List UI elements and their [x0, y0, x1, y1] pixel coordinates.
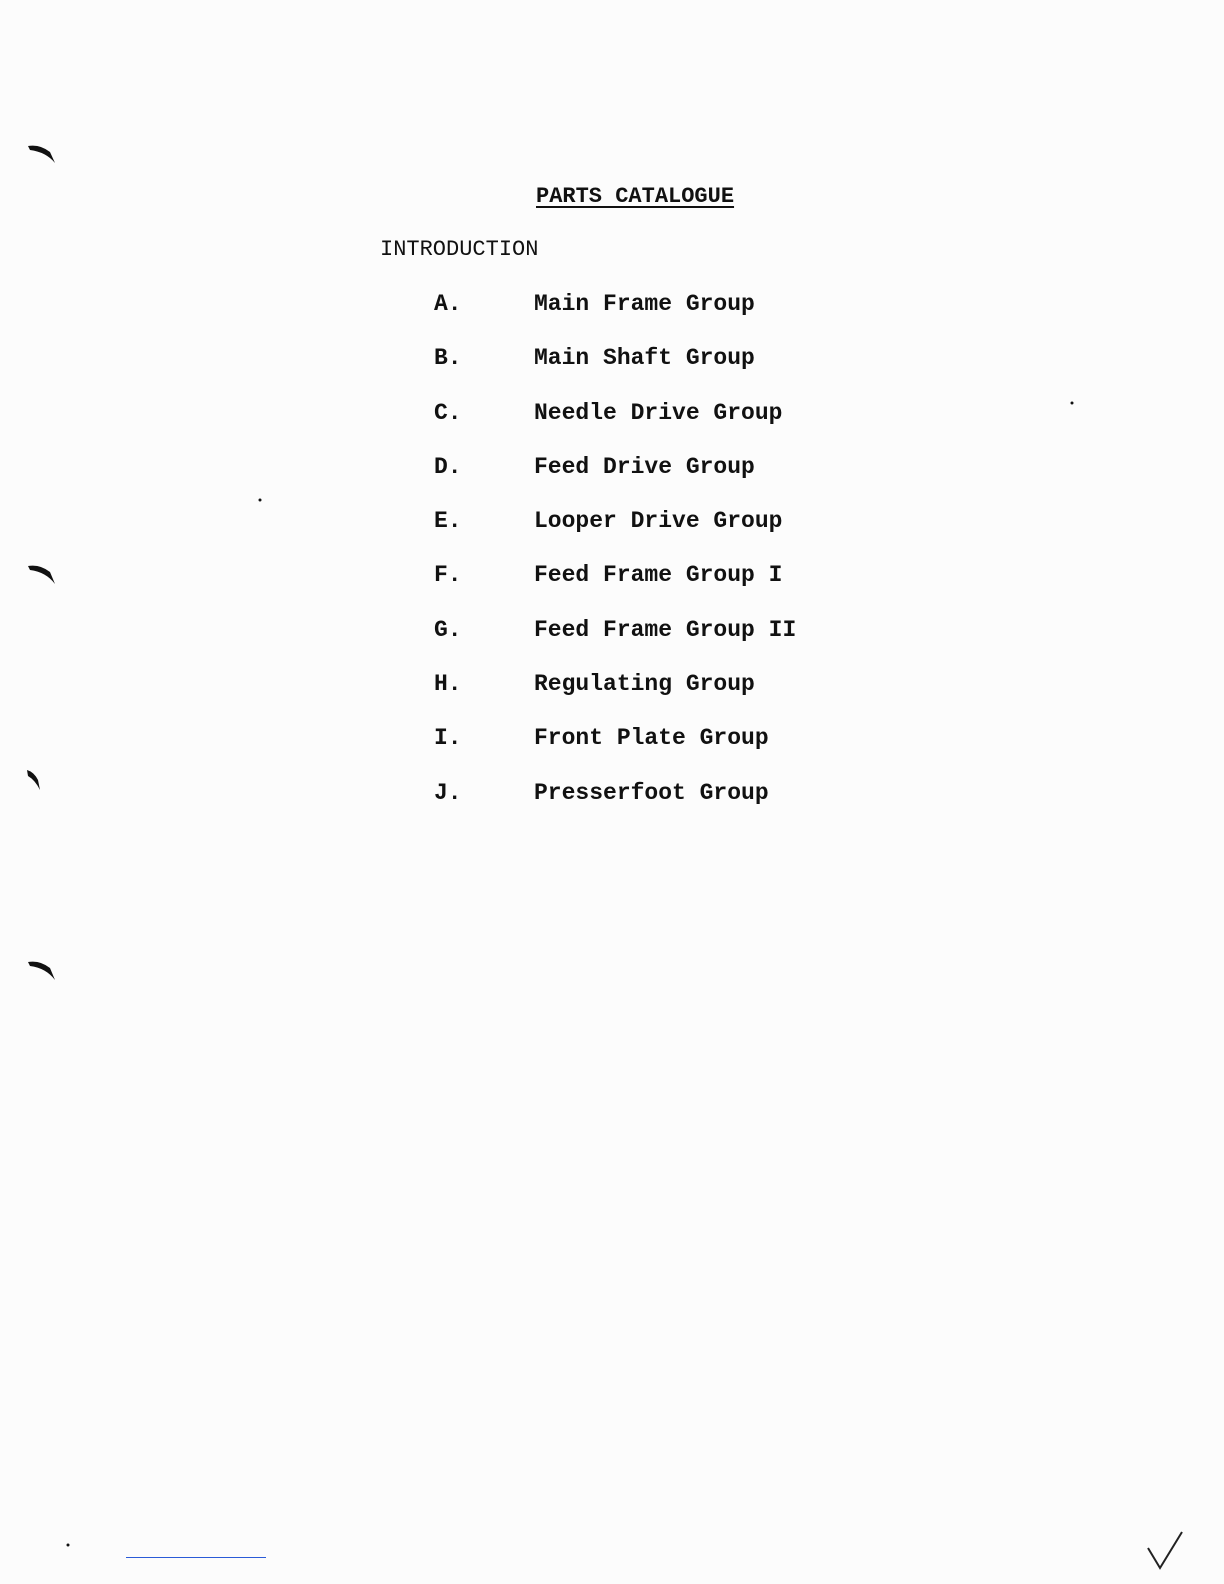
- group-letter: E.: [434, 508, 462, 535]
- page-title: PARTS CATALOGUE: [536, 184, 735, 209]
- binding-mark-1: [28, 146, 55, 163]
- binding-mark-2: [28, 566, 55, 584]
- speck: [1071, 402, 1074, 405]
- group-letter: J.: [434, 779, 462, 806]
- group-name: Feed Frame Group I: [534, 562, 783, 589]
- group-letter: D.: [434, 453, 462, 480]
- group-name: Feed Frame Group II: [534, 616, 797, 643]
- group-name: Main Shaft Group: [534, 345, 755, 372]
- list-item: [434, 345, 796, 399]
- group-letter: I.: [434, 725, 462, 752]
- section-heading: INTRODUCTION: [380, 237, 539, 262]
- binding-mark-4: [28, 962, 55, 980]
- list-item: [434, 671, 796, 725]
- group-letter: F.: [434, 562, 462, 589]
- group-name: Feed Drive Group: [534, 453, 755, 480]
- speck: [67, 1544, 70, 1547]
- list-item: [434, 780, 796, 834]
- binding-mark-3: [27, 770, 40, 790]
- group-name: Looper Drive Group: [534, 508, 783, 535]
- list-item: [434, 291, 796, 345]
- list-item: [434, 454, 796, 508]
- group-letter: H.: [434, 671, 462, 698]
- scan-edge-line: [126, 1557, 266, 1558]
- list-item: [434, 617, 796, 671]
- group-name: Regulating Group: [534, 671, 755, 698]
- group-list: [434, 291, 796, 834]
- group-name: Needle Drive Group: [534, 399, 783, 426]
- list-item: [434, 508, 796, 562]
- list-item: [434, 400, 796, 454]
- checkmark: [1148, 1532, 1182, 1568]
- group-letter: G.: [434, 616, 462, 643]
- list-item: [434, 562, 796, 616]
- group-letter: A.: [434, 291, 462, 317]
- group-name: Main Frame Group: [534, 291, 755, 317]
- list-item: [434, 725, 796, 779]
- speck: [259, 499, 262, 502]
- group-letter: C.: [434, 399, 462, 426]
- group-name: Presserfoot Group: [534, 779, 769, 806]
- group-name: Front Plate Group: [534, 725, 769, 752]
- group-letter: B.: [434, 345, 462, 372]
